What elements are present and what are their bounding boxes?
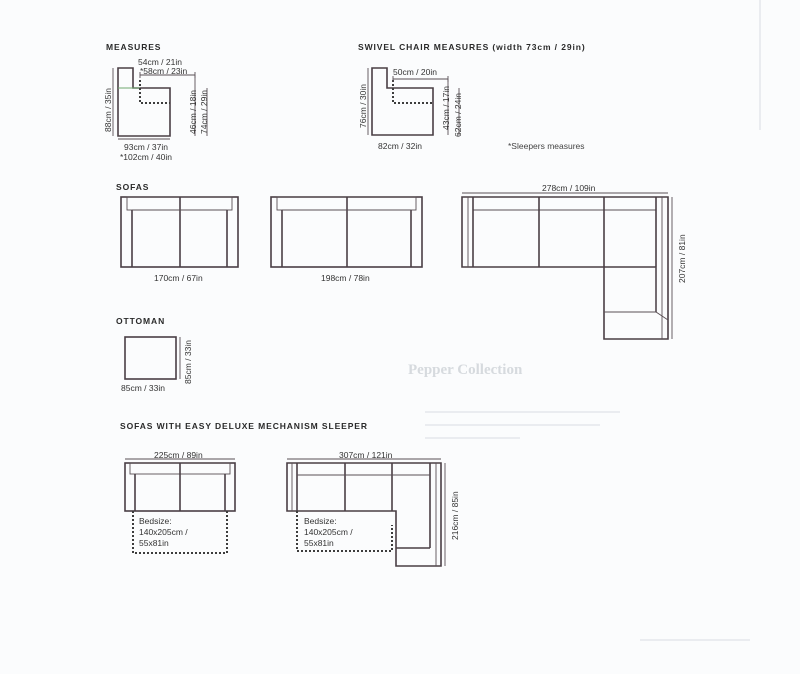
corner-sofa-plan: [462, 193, 672, 339]
heading-sofas: SOFAS: [116, 182, 150, 192]
ottoman-plan: [125, 337, 180, 379]
heading-measures: MEASURES: [106, 42, 162, 52]
swivel-height-label: 76cm / 30in: [358, 84, 368, 128]
measures-total-height-label: 74cm / 29in: [199, 90, 209, 134]
sleeper-corner-bedsize-in: 55x81in: [304, 538, 334, 548]
ottoman-depth-label: 85cm / 33in: [183, 340, 193, 384]
show-through-marks: [425, 0, 760, 640]
measures-bottom-alt-label: *102cm / 40in: [120, 152, 172, 162]
heading-ottoman: OTTOMAN: [116, 316, 166, 326]
sofa-170-width-label: 170cm / 67in: [154, 273, 203, 283]
sleeper-corner-sofa-plan: [287, 459, 445, 566]
sleeper-bedsize-in: 55x81in: [139, 538, 169, 548]
sleeper-corner-width-label: 307cm / 121in: [339, 450, 393, 460]
sleepers-measures-note: *Sleepers measures: [508, 141, 585, 151]
swivel-seat-height-label: 43cm / 17in: [441, 86, 451, 130]
swivel-bottom-label: 82cm / 32in: [378, 141, 422, 151]
measures-depth-top-alt-label: *58cm / 23in: [140, 66, 188, 76]
sofa-170-plan: [121, 197, 238, 267]
measures-bottom-label: 93cm / 37in: [124, 142, 168, 152]
measures-seat-height-label: 46cm / 18in: [188, 90, 198, 134]
ottoman-width-label: 85cm / 33in: [121, 383, 165, 393]
swivel-top-label: 50cm / 20in: [393, 67, 437, 77]
swivel-total-height-label: 62cm / 24in: [453, 93, 463, 137]
heading-swivel-chair: SWIVEL CHAIR MEASURES (width 73cm / 29in): [358, 42, 586, 52]
faint-background-title: Pepper Collection: [408, 362, 523, 378]
measures-depth-top-label: 54cm / 21in: [138, 57, 182, 67]
sofa-198-width-label: 198cm / 78in: [321, 273, 370, 283]
sofa-198-plan: [271, 197, 422, 267]
sleeper-bedsize-title: Bedsize:: [139, 516, 172, 526]
corner-sofa-depth-label: 207cm / 81in: [677, 234, 687, 283]
measures-height-label: 88cm / 35in: [103, 88, 113, 132]
sleeper-corner-bedsize-cm: 140x205cm /: [304, 527, 353, 537]
sleeper-sofa-width-label: 225cm / 89in: [154, 450, 203, 460]
sleeper-corner-depth-label: 216cm / 85in: [450, 491, 460, 540]
heading-sleeper: SOFAS WITH EASY DELUXE MECHANISM SLEEPER: [120, 421, 368, 431]
sleeper-corner-bedsize-title: Bedsize:: [304, 516, 337, 526]
sleeper-bedsize-cm: 140x205cm /: [139, 527, 188, 537]
corner-sofa-width-label: 278cm / 109in: [542, 183, 596, 193]
